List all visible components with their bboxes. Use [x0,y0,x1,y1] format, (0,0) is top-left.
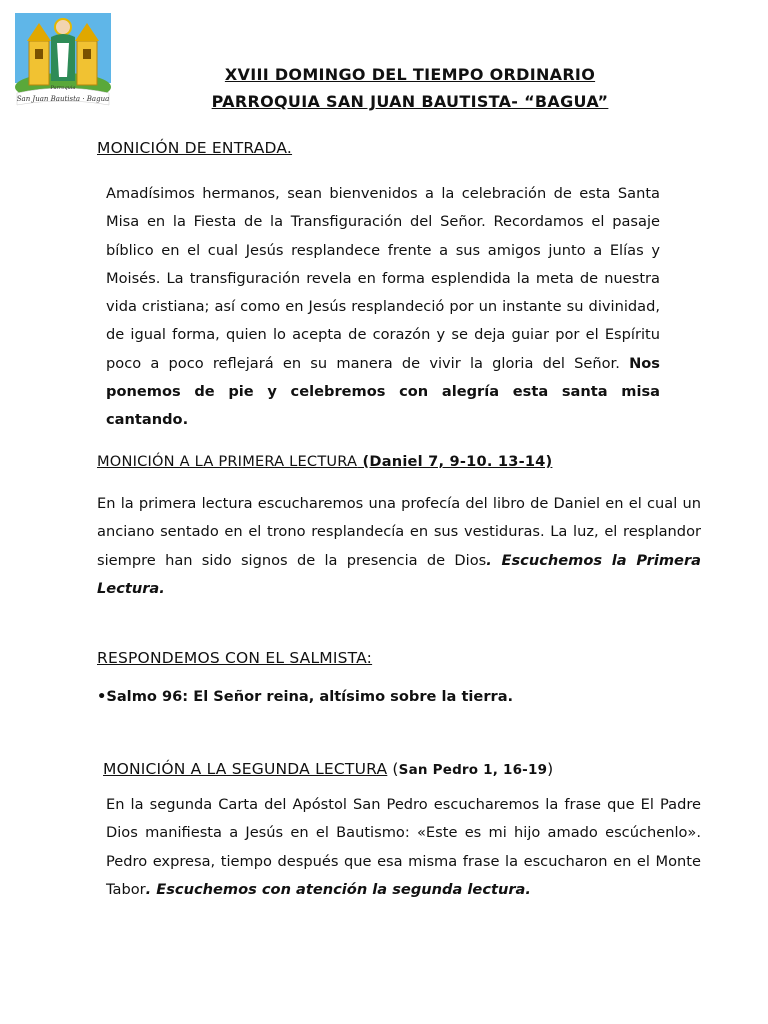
primera-heading-text: MONICIÓN A LA PRIMERA LECTURA [97,453,358,470]
segunda-ref-close: ) [547,760,554,778]
svg-text:Parroquia: Parroquia [50,85,76,91]
paragraph-segunda [106,791,701,904]
psalm-text: Salmo 96: El Señor reina, altísimo sobre la tierra. [106,688,514,705]
section-heading-primera [97,453,552,470]
paragraph-primera-emphasis: . Escuchemos la Primera Lectura. [97,551,701,597]
segunda-heading-text: MONICIÓN A LA SEGUNDA LECTURA [103,760,388,778]
psalm-line [97,688,513,705]
paragraph-primera-text: En la primera lectura escucharemos una profecía del libro de Daniel en el cual un anciano sentado en el trono resplandecía en sus vestiduras. La luz, el resplandor siempre han sido signos de la presencia de Dios [97,495,701,569]
paragraph-entrada [106,180,660,435]
segunda-ref-open: ( [387,760,399,778]
document-subtitle: PARROQUIA SAN JUAN BAUTISTA- “BAGUA” [211,92,609,111]
primera-reference: (Daniel 7, 9-10. 13-14) [357,453,553,470]
section-heading-entrada: MONICIÓN DE ENTRADA. [97,139,293,157]
paragraph-primera [97,490,701,603]
document-title: XVIII DOMINGO DEL TIEMPO ORDINARIO [224,65,596,84]
paragraph-entrada-text: Amadísimos hermanos, sean bienvenidos a la celebración de esta Santa Misa en la Fiesta de la Transfiguración del Señor. Recordamos el pasaje bíblico en el cual Jesús resplandece frente a sus amigos junto a Elías y Moisés. La transfiguración revela en forma esplendida la meta de nuestra vida cristiana; así como en Jesús resplandeció por un instante su divinidad, de igual forma, quien lo acepta de corazón y se deja guiar por el Espíritu poco a poco reflejará en su manera de vivir la gloria del Señor. [106,185,660,372]
parish-logo [15,13,111,111]
paragraph-segunda-emphasis: . Escuchemos con atención la segunda lectura. [145,880,531,898]
paragraph-entrada-bold: Nos ponemos de pie y celebremos con alegría esta santa misa cantando. [106,354,660,429]
svg-text:San Juan Bautista · Bagua: San Juan Bautista · Bagua [16,95,110,103]
psalm-bullet: • [97,688,107,705]
section-heading-salmo: RESPONDEMOS CON EL SALMISTA: [97,649,373,667]
paragraph-segunda-text: En la segunda Carta del Apóstol San Pedro escucharemos la frase que El Padre Dios manifiesta a Jesús en el Bautismo: «Este es mi hijo amado escúchenlo». Pedro expresa, tiempo después que esa misma frase la escucharon en el Monte Tabor [106,796,701,898]
segunda-reference: San Pedro 1, 16-19 [398,762,548,778]
section-heading-segunda [103,760,553,778]
